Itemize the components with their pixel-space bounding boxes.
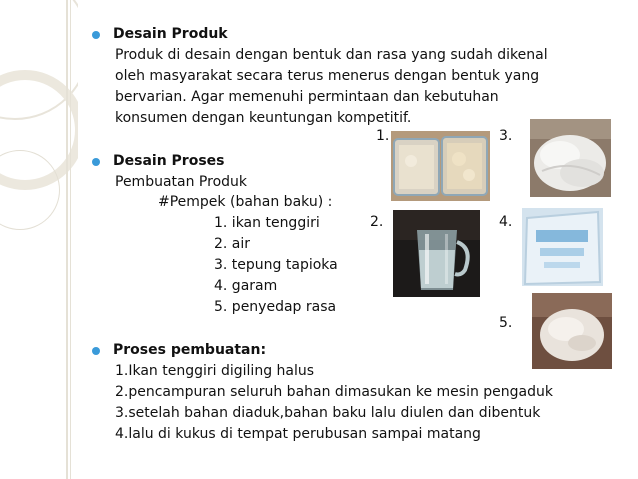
- photo-dough: [532, 293, 612, 369]
- photo-label: 5.: [499, 315, 513, 331]
- bullet-icon: [92, 158, 100, 166]
- ingredient-item: 3. tepung tapioka: [214, 257, 338, 273]
- photo-salt-packet: [522, 208, 603, 286]
- photo-label: 4.: [499, 214, 513, 230]
- process-step: 3.setelah bahan diaduk,bahan baku lalu diulen dan dibentuk: [115, 405, 541, 421]
- paragraph-line: Produk di desain dengan bentuk dan rasa yang sudah dikenal: [115, 47, 548, 63]
- subheading-pembuatan-produk: Pembuatan Produk: [115, 174, 248, 190]
- ingredient-item: 4. garam: [214, 278, 278, 294]
- process-step: 2.pencampuran seluruh bahan dimasukan ke mesin pengaduk: [115, 384, 553, 400]
- ingredients-title: #Pempek (bahan baku) :: [158, 194, 333, 210]
- photo-flour-sacks: [530, 119, 611, 197]
- photo-label: 1.: [376, 128, 390, 144]
- ingredient-item: 5. penyedap rasa: [214, 299, 337, 315]
- section-heading-desain-produk: Desain Produk: [113, 26, 228, 42]
- decorative-vertical-line: [70, 0, 71, 479]
- bullet-icon: [92, 31, 100, 39]
- ingredient-item: 1. ikan tenggiri: [214, 215, 320, 231]
- decorative-vertical-line: [66, 0, 68, 479]
- photo-label: 2.: [370, 214, 384, 230]
- bullet-icon: [92, 347, 100, 355]
- process-step: 4.lalu di kukus di tempat perubusan sampai matang: [115, 426, 481, 442]
- paragraph-line: konsumen dengan keuntungan kompetitif.: [115, 110, 412, 126]
- paragraph-line: oleh masyarakat secara terus menerus dengan bentuk yang: [115, 68, 540, 84]
- section-heading-desain-proses: Desain Proses: [113, 153, 225, 169]
- photo-glass-of-water: [393, 210, 480, 297]
- process-step: 1.Ikan tenggiri digiling halus: [115, 363, 315, 379]
- photo-label: 3.: [499, 128, 513, 144]
- paragraph-line: bervarian. Agar memenuhi permintaan dan kebutuhan: [115, 89, 499, 105]
- photo-ground-fish-trays: [391, 131, 490, 201]
- section-heading-proses-pembuatan: Proses pembuatan:: [113, 342, 267, 358]
- ingredient-item: 2. air: [214, 236, 251, 252]
